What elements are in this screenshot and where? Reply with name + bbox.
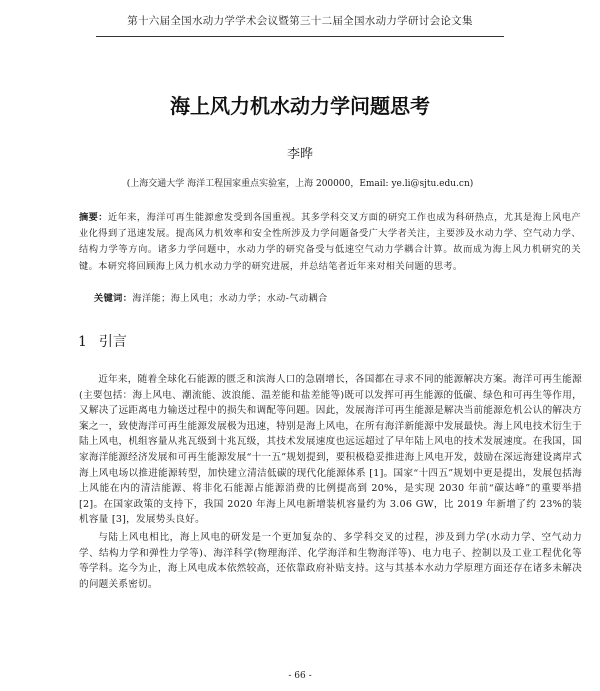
body-text (79, 372, 582, 594)
keywords-text: 海洋能；海上风电；水动力学；水动-气动耦合 (132, 293, 328, 304)
abstract (79, 210, 581, 275)
section-title: 引言 (98, 334, 127, 350)
running-header: 第十六届全国水动力学学术会议暨第三十二届全国水动力学研讨会论文集 (127, 15, 473, 27)
section-heading (78, 333, 127, 351)
author-name: 李晔 (286, 147, 313, 162)
section-number: 1 (78, 334, 87, 350)
keywords-label: 关键词： (94, 293, 133, 304)
header-divider (96, 36, 504, 37)
abstract-text: 近年来，海洋可再生能源愈发受到各国重视。其多学科交叉方面的研究工作也成为科研热点，尤其是海上风电产业化得到了迅速发展。提高风力机效率和安全性所涉及力学问题备受广大学者关注，主要涉及水动力学、空气动力学、结构力学等方向。诸多力学问题中，水动力学的研究备受与低速空气动力学耦合计算。故而成为海上风力机研究的关键。本研究将回顾海上风力机水动力学的研究进展，并总结笔者近年来对相关问题的思考。 (79, 212, 581, 272)
body-paragraph: 近年来，随着全球化石能源的匮乏和滨海人口的急剧增长，各国都在寻求不同的能源解决方案。海洋可再生能源(主要包括：海上风电、潮流能、波浪能、温差能和盐差能等)既可以发挥可再生能源的低碳、绿色和可再生等作用，又解决了远距离电力输送过程中的损失和调配等问题。因此，发展海洋可再生能源是解决当前能源危机公认的解决方案之一，致使海洋可再生能源发展极为迅速，特别是海上风电，在所有海洋新能源中发展最快。海上风电技术衍生于陆上风电，机组容量从兆瓦级到十兆瓦级，其技术发展速度也远远超过了早年陆上风电的技术发展速度。在我国，国家海洋能源经济发展和可再生能源发展“十一五”规划提到，要积极稳妥推进海上风电开发，鼓励在深远海建设离岸式海上风电场以推进能源转型，加快建立清洁低碳的现代化能源体系 [1]。国家“十四五”规划中更是提出，发展包括海上风能在内的清洁能源、将非化石能源占能源消费的比例提高到 20%，是实现 2030 年前“碳达峰”的重要举措 [2]。在国家政策的支持下，我国 2020 年海上风电新增装机容量约为 3.06 GW，比 2019 年新增了约 23%的装机容量 [3]，发展势头良好。 (79, 374, 582, 526)
author-affiliation: (上海交通大学 海洋工程国家重点实验室，上海 200000，Email: ye.li@sjtu.edu.cn) (126, 179, 474, 189)
page-number: - 66 - (288, 671, 312, 681)
keywords (94, 292, 581, 306)
abstract-label: 摘要： (79, 212, 108, 223)
paper-title: 海上风力机水动力学问题思考 (170, 94, 430, 118)
body-paragraph: 与陆上风电相比，海上风电的研发是一个更加复杂的、多学科交叉的过程，涉及到力学(水动力学、空气动力学、结构力学和弹性力学等)、海洋科学(物理海洋、化学海洋和生物海洋等)、电力电子、控制以及工业工程优化等等学科。迄今为止，海上风电成本依然较高，还依靠政府补贴支持。这与其基本水动力学原理方面还存在诸多未解决的问题关系密切。 (79, 531, 582, 590)
